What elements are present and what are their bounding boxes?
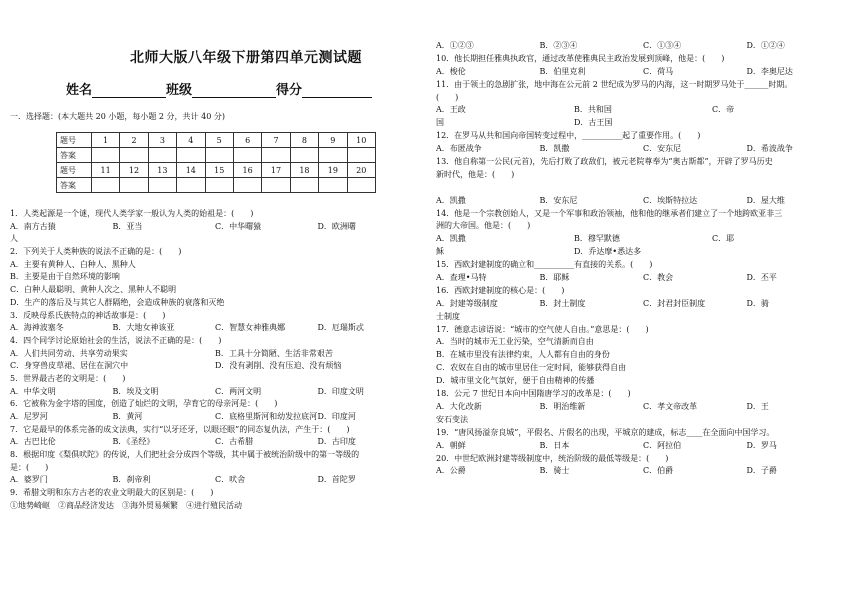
- answer-option: C．阿拉伯: [643, 440, 682, 450]
- answer-table-row: [57, 133, 376, 148]
- answer-option: B．工具十分简陋、生活非常艰苦: [215, 348, 333, 358]
- answer-option: C．帝: [712, 105, 735, 115]
- option-row: [436, 465, 850, 478]
- answer-option: B．大地女神该亚: [112, 323, 175, 333]
- answer-option: A．古巴比伦: [10, 437, 56, 447]
- answer-option: D．没有剥削、没有压迫、没有烦恼: [215, 361, 342, 371]
- option-row: [436, 104, 850, 117]
- student-info: [66, 79, 372, 98]
- table-cell: 题号: [57, 133, 92, 148]
- answer-cell[interactable]: [177, 148, 205, 163]
- table-cell: 4: [177, 133, 205, 148]
- answer-option: D．王: [746, 401, 769, 411]
- question-line: B．主要是由于自然环境的影响: [10, 272, 120, 282]
- answer-option: D．印度文明: [317, 386, 364, 396]
- answer-option: B．②③④: [539, 41, 578, 50]
- table-cell: 题号: [57, 163, 92, 178]
- answer-option: B．伯里克利: [539, 66, 586, 76]
- question-line: 3．反映母系氏族特点的神话故事是：( ): [10, 310, 166, 320]
- answer-option: D．屋大维: [746, 195, 785, 205]
- table-cell: 12: [120, 163, 148, 178]
- answer-option: D．骑: [746, 298, 769, 308]
- option-row: [436, 298, 850, 311]
- question-line: 12．在罗马从共和国向帝国转变过程中，__________起了重要作用。( ): [436, 131, 701, 141]
- table-cell: 8: [290, 133, 318, 148]
- table-cell: 16: [233, 163, 261, 178]
- option-row: [10, 322, 420, 335]
- question-line: D．城市里文化气氛好，便于自由精神的传播: [436, 376, 595, 386]
- question-line: 新时代，他是：( ): [436, 169, 515, 179]
- answer-option: B．共和国: [574, 105, 612, 115]
- table-cell: 答案: [57, 148, 92, 163]
- answer-option: B．《圣经》: [112, 437, 155, 447]
- question-line: 5．世界最古老的文明是：( ): [10, 373, 126, 383]
- question-line: 10．他长期担任雅典执政官，通过改革使雅典民主政治发展到顶峰，他是：( ): [436, 53, 725, 63]
- option-row: [10, 386, 420, 399]
- option-row: [10, 221, 420, 234]
- answer-option: A．中华文明: [10, 386, 56, 396]
- question-line: 13．他自称第一公民(元首)，先后打败了政敌们，被元老院尊奉为“奥古斯都”，开辟了罗马历史: [436, 157, 773, 167]
- answer-option: C．安东尼: [643, 144, 682, 154]
- option-row: [10, 436, 420, 449]
- answer-cell[interactable]: [205, 148, 233, 163]
- answer-option: B．日本: [539, 440, 570, 450]
- question-line: 士制度: [436, 311, 460, 321]
- page-title: 北师大版八年级下册第四单元测试题: [130, 50, 362, 66]
- option-row: [10, 411, 420, 424]
- answer-option: C．身穿兽皮草裙、居住在洞穴中: [10, 361, 129, 371]
- answer-option: C．吠舍: [215, 475, 246, 485]
- question-line: 15．西欧封建制度的确立和__________有直接的关系。( ): [436, 260, 653, 270]
- answer-option: D．印度河: [317, 412, 356, 421]
- question-line: 安石变法: [436, 414, 468, 424]
- question-line: C．农奴在自由的城市里居住一定时间，能够获得自由: [436, 363, 627, 373]
- answer-cell[interactable]: [262, 148, 290, 163]
- answer-option: D．厄瑞斯忒: [317, 323, 364, 333]
- answer-option: B．安东尼: [539, 195, 578, 205]
- answer-option: C．荷马: [643, 66, 674, 76]
- class-field[interactable]: [192, 84, 276, 98]
- table-cell: 18: [290, 163, 318, 178]
- answer-option: A．查理•马特: [436, 273, 487, 283]
- left-questions: [10, 208, 420, 513]
- question-line: C．白种人最聪明、黄种人次之、黑种人不聪明: [10, 285, 177, 295]
- answer-option: A．凯撒: [436, 195, 466, 205]
- option-row: [436, 401, 850, 414]
- question-line: 4．四个同学讨论原始社会的生活，说法不正确的是：( ): [10, 335, 222, 345]
- answer-option: C．底格里斯河和幼发拉底河: [215, 412, 318, 421]
- question-line: A．主要有黄种人、白种人、黑种人: [10, 259, 136, 269]
- table-cell: 19: [319, 163, 347, 178]
- table-cell: 11: [91, 163, 119, 178]
- table-cell: 20: [347, 163, 375, 178]
- answer-option: C．伯爵: [643, 466, 674, 476]
- option-row: [436, 246, 850, 259]
- table-cell: 9: [319, 133, 347, 148]
- answer-option: C．两河文明: [215, 386, 262, 396]
- table-cell: 13: [148, 163, 176, 178]
- answer-option: 稣: [436, 247, 444, 257]
- answer-option: D．罗马: [746, 440, 777, 450]
- answer-option: D．乔达摩•悉达多: [574, 247, 642, 257]
- answer-option: D．李奥尼达: [746, 66, 793, 76]
- answer-option: A．朝鲜: [436, 440, 466, 450]
- table-cell: 3: [148, 133, 176, 148]
- table-cell: 1: [91, 133, 119, 148]
- table-cell: 答案: [57, 178, 92, 193]
- answer-option: D．①②④: [746, 41, 785, 50]
- answer-option: C．耶: [712, 234, 735, 244]
- question-line: 11．由于领土的急剧扩张，地中海在公元前 2 世纪成为罗马的内海，这一时期罗马处于______时期。: [436, 79, 793, 89]
- question-line: ( ): [436, 92, 459, 102]
- score-label: 得分: [276, 83, 303, 98]
- answer-cell[interactable]: [290, 148, 318, 163]
- answer-option: C．①③④: [643, 41, 682, 50]
- answer-table: [56, 132, 376, 193]
- answer-cell[interactable]: [120, 148, 148, 163]
- answer-cell[interactable]: [290, 178, 318, 193]
- answer-option: D．古王国: [574, 118, 613, 128]
- answer-option: [712, 246, 850, 259]
- option-row: [436, 195, 850, 208]
- answer-table-row: [57, 148, 376, 163]
- option-row: [436, 40, 850, 53]
- table-cell: 14: [177, 163, 205, 178]
- answer-cell[interactable]: [347, 178, 375, 193]
- answer-option: A．人们共同劳动、共享劳动果实: [10, 348, 128, 358]
- answer-option: 国: [436, 118, 444, 128]
- answer-option: C．智慧女神雅典娜: [215, 323, 286, 333]
- option-row: [436, 440, 850, 453]
- option-row: [436, 117, 850, 130]
- table-cell: 5: [205, 133, 233, 148]
- question-line: 14．他是一个宗教创始人，又是一个军事和政治领袖，他和他的继承者们建立了一个地跨欧亚非三: [436, 208, 783, 218]
- answer-option: B．埃及文明: [112, 386, 159, 396]
- question-line: 洲的大帝国。他是：( ): [436, 221, 531, 231]
- table-cell: 15: [205, 163, 233, 178]
- answer-table-row: [57, 178, 376, 193]
- answer-option: A．梭伦: [436, 66, 466, 76]
- question-line: 2．下列关于人类种族的说法不正确的是：( ): [10, 247, 182, 257]
- answer-option: C．孝文帝改革: [643, 401, 698, 411]
- answer-option: D．子爵: [746, 466, 777, 476]
- question-line: 6．它被称为金字塔的国度，创造了灿烂的文明，孕育它的母亲河是：( ): [10, 399, 278, 409]
- answer-option: D．首陀罗: [317, 475, 356, 485]
- answer-option: B．刹帝利: [112, 475, 151, 485]
- question-line: 是：( ): [10, 462, 49, 472]
- answer-option: A．尼罗河: [10, 412, 48, 421]
- answer-option: [712, 117, 850, 130]
- answer-cell[interactable]: [205, 178, 233, 193]
- answer-cell[interactable]: [148, 148, 176, 163]
- answer-option: A．婆罗门: [10, 475, 48, 485]
- answer-option: A．海神波塞冬: [10, 323, 64, 333]
- question-line: B．在城市里没有法律约束，人人都有自由的身份: [436, 350, 610, 360]
- question-line: 20．中世纪欧洲封建等级制度中，统治阶级的最低等级是：( ): [436, 453, 669, 463]
- question-line: D．生产的落后及与其它人群隔绝，会造成种族的衰落和灭绝: [10, 297, 225, 307]
- answer-option: B．穆罕默德: [574, 234, 620, 244]
- right-questions: [436, 40, 850, 478]
- option-row: [10, 348, 420, 361]
- answer-option: C．中华曙猿: [215, 221, 262, 231]
- answer-option: B．耶稣: [539, 273, 570, 283]
- answer-option: C．封君封臣制度: [643, 298, 706, 308]
- name-label: 姓名: [66, 83, 93, 98]
- answer-table-row: [57, 163, 376, 178]
- table-cell: 10: [347, 133, 375, 148]
- answer-cell[interactable]: [319, 178, 347, 193]
- question-line: 8．根据印度《梨俱吠陀》的传说，人们把社会分成四个等级，其中属于被统治阶级中的第一等级的: [10, 450, 360, 460]
- answer-option: C．教会: [643, 273, 674, 283]
- option-row: [436, 233, 850, 246]
- answer-option: A．王政: [436, 105, 466, 115]
- question-line: 16．西欧封建制度的核心是：( ): [436, 285, 565, 295]
- answer-cell[interactable]: [177, 178, 205, 193]
- name-field[interactable]: [92, 84, 166, 98]
- question-line: 18．公元 7 世纪日本向中国隋唐学习的改革是：( ): [436, 389, 631, 399]
- answer-option: C．埃斯特拉达: [643, 195, 698, 205]
- answer-option: A．封建等级制度: [436, 298, 498, 308]
- answer-option: A．①②③: [436, 41, 474, 50]
- option-row: [436, 272, 850, 285]
- question-line: 人: [10, 234, 18, 244]
- question-line: A．当时的城市无工业污染，空气清新而自由: [436, 337, 594, 347]
- answer-option: D．古印度: [317, 437, 356, 447]
- option-row: [10, 360, 420, 373]
- answer-cell[interactable]: [120, 178, 148, 193]
- table-cell: 7: [262, 133, 290, 148]
- section-heading: 一．选择题：(本大题共 20 小题，每小题 2 分，共计 40 分): [10, 112, 225, 121]
- answer-option: D．丕平: [746, 273, 777, 283]
- answer-cell[interactable]: [148, 178, 176, 193]
- answer-option: B．黄河: [112, 412, 143, 421]
- answer-option: D．希波战争: [746, 144, 793, 154]
- table-cell: 17: [262, 163, 290, 178]
- table-cell: 2: [120, 133, 148, 148]
- question-line: [436, 182, 850, 195]
- score-field[interactable]: [302, 84, 372, 98]
- answer-option: B．骑士: [539, 466, 570, 476]
- answer-option: C．古希腊: [215, 437, 254, 447]
- answer-option: B．封土制度: [539, 298, 586, 308]
- answer-cell[interactable]: [91, 178, 119, 193]
- option-row: [436, 66, 850, 79]
- answer-cell[interactable]: [233, 148, 261, 163]
- answer-option: A．布匿战争: [436, 144, 482, 154]
- answer-cell[interactable]: [347, 148, 375, 163]
- answer-option: B．亚当: [112, 221, 143, 231]
- class-label: 班级: [166, 83, 193, 98]
- option-row: [436, 143, 850, 156]
- question-line: 17．德意志谚语说：“城市的空气使人自由。”意思是：( ): [436, 324, 649, 334]
- table-cell: 6: [233, 133, 261, 148]
- answer-option: A．南方古猿: [10, 221, 56, 231]
- question-line: 19．“唐风扬溢奈良城”，平假名、片假名的出现，平城京的建成，标志____在全面向中国学习。: [436, 427, 775, 437]
- answer-cell[interactable]: [319, 148, 347, 163]
- answer-option: A．公爵: [436, 466, 466, 476]
- question-line: ①地势崎岖 ②商品经济发达 ③海外贸易频繁 ④进行殖民活动: [10, 500, 242, 510]
- answer-cell[interactable]: [91, 148, 119, 163]
- answer-option: B．凯撒: [539, 144, 570, 154]
- question-line: 9．希腊文明和东方古老的农业文明最大的区别是：( ): [10, 488, 214, 498]
- question-line: 7．它是最早的体系完备的成文法典，实行“以牙还牙，以眼还眼”的同态复仇法，产生于：( ): [10, 424, 350, 434]
- answer-option: D．欧洲曙: [317, 221, 356, 231]
- answer-option: B．明治维新: [539, 401, 586, 411]
- answer-cell[interactable]: [233, 178, 261, 193]
- option-row: [10, 474, 420, 487]
- answer-option: A．凯撒: [436, 234, 466, 244]
- answer-cell[interactable]: [262, 178, 290, 193]
- question-line: 1．人类起源是一个谜，现代人类学家一般认为人类的始祖是：( ): [10, 209, 254, 218]
- answer-option: A．大化改新: [436, 401, 482, 411]
